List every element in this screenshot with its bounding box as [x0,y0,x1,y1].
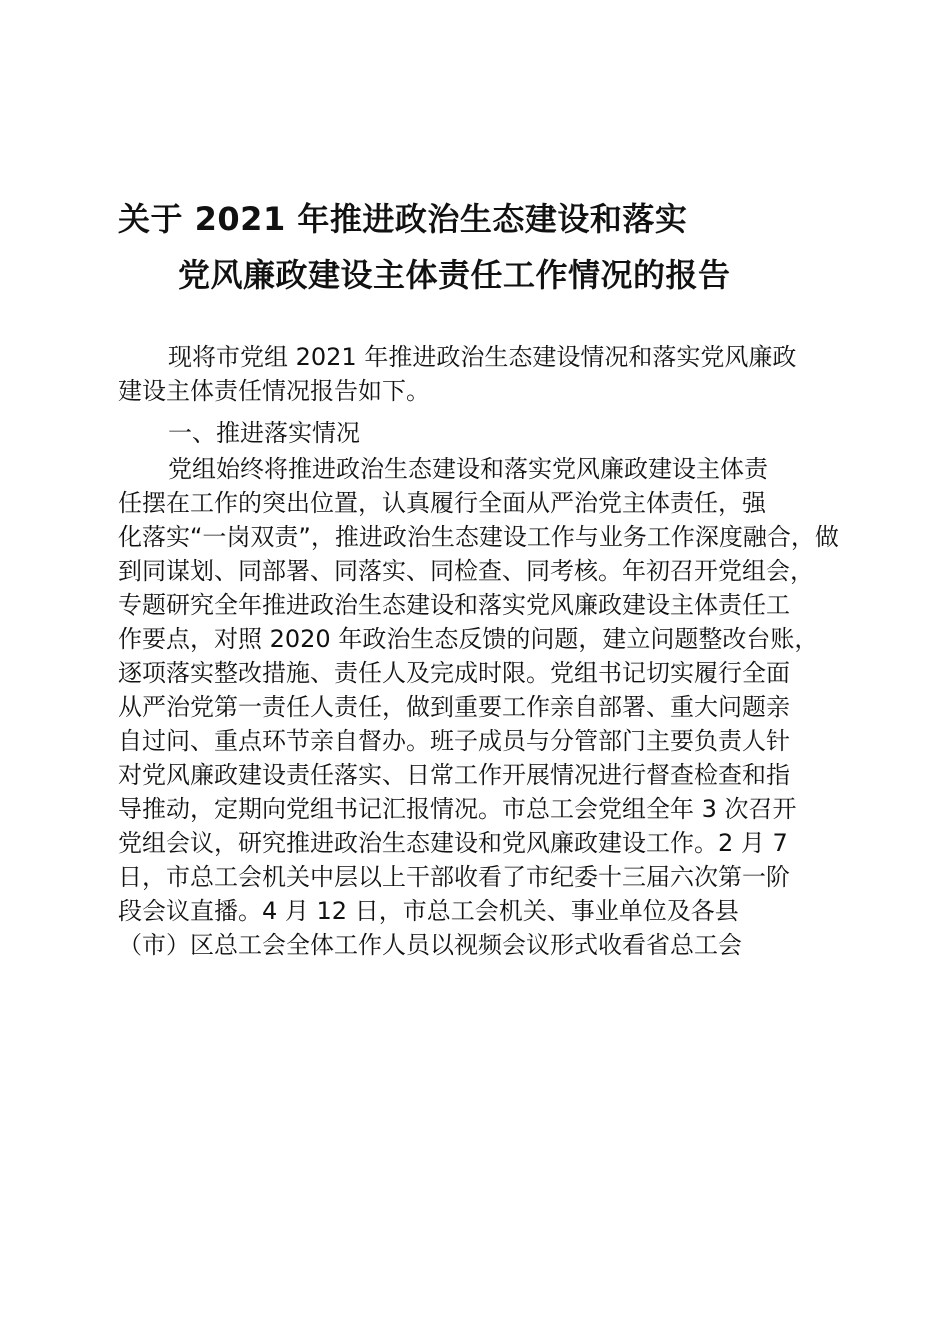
body-paragraph-line: （市）区总工会全体工作人员以视频会议形式收看省总工会 [118,931,742,959]
body-paragraph-line: 任摆在工作的突出位置，认真履行全面从严治党主体责任，强 [118,489,766,517]
intro-paragraph-line-1: 现将市党组 2021 年推进政治生态建设情况和落实党风廉政 [168,343,797,371]
intro-paragraph-line-2: 建设主体责任情况报告如下。 [118,377,430,405]
report-title-line-2: 党风廉政建设主体责任工作情况的报告 [178,256,731,294]
body-paragraph-line: 段会议直播。4 月 12 日，市总工会机关、事业单位及各县 [118,897,739,925]
body-paragraph-line: 到同谋划、同部署、同落实、同检查、同考核。年初召开党组会， [118,557,814,585]
body-paragraph-line: 逐项落实整改措施、责任人及完成时限。党组书记切实履行全面 [118,659,790,687]
body-paragraph-line: 专题研究全年推进政治生态建设和落实党风廉政建设主体责任工 [118,591,790,619]
body-paragraph-line: 作要点，对照 2020 年政治生态反馈的问题，建立问题整改台账， [118,625,819,653]
body-paragraph-line: 导推动，定期向党组书记汇报情况。市总工会党组全年 3 次召开 [118,795,797,823]
body-paragraph-line: 对党风廉政建设责任落实、日常工作开展情况进行督查检查和指 [118,761,790,789]
body-paragraph-line: 党组始终将推进政治生态建设和落实党风廉政建设主体责 [168,455,768,483]
section-heading: 一、推进落实情况 [168,419,360,447]
body-paragraph-line: 化落实“一岗双责”，推进政治生态建设工作与业务工作深度融合，做 [118,523,839,551]
body-paragraph-line: 党组会议，研究推进政治生态建设和党风廉政建设工作。2 月 7 [118,829,788,857]
report-title-line-1: 关于 2021 年推进政治生态建设和落实 [118,200,688,238]
body-paragraph-line: 自过问、重点环节亲自督办。班子成员与分管部门主要负责人针 [118,727,790,755]
body-paragraph-line: 从严治党第一责任人责任，做到重要工作亲自部署、重大问题亲 [118,693,790,721]
body-paragraph-line: 日，市总工会机关中层以上干部收看了市纪委十三届六次第一阶 [118,863,790,891]
